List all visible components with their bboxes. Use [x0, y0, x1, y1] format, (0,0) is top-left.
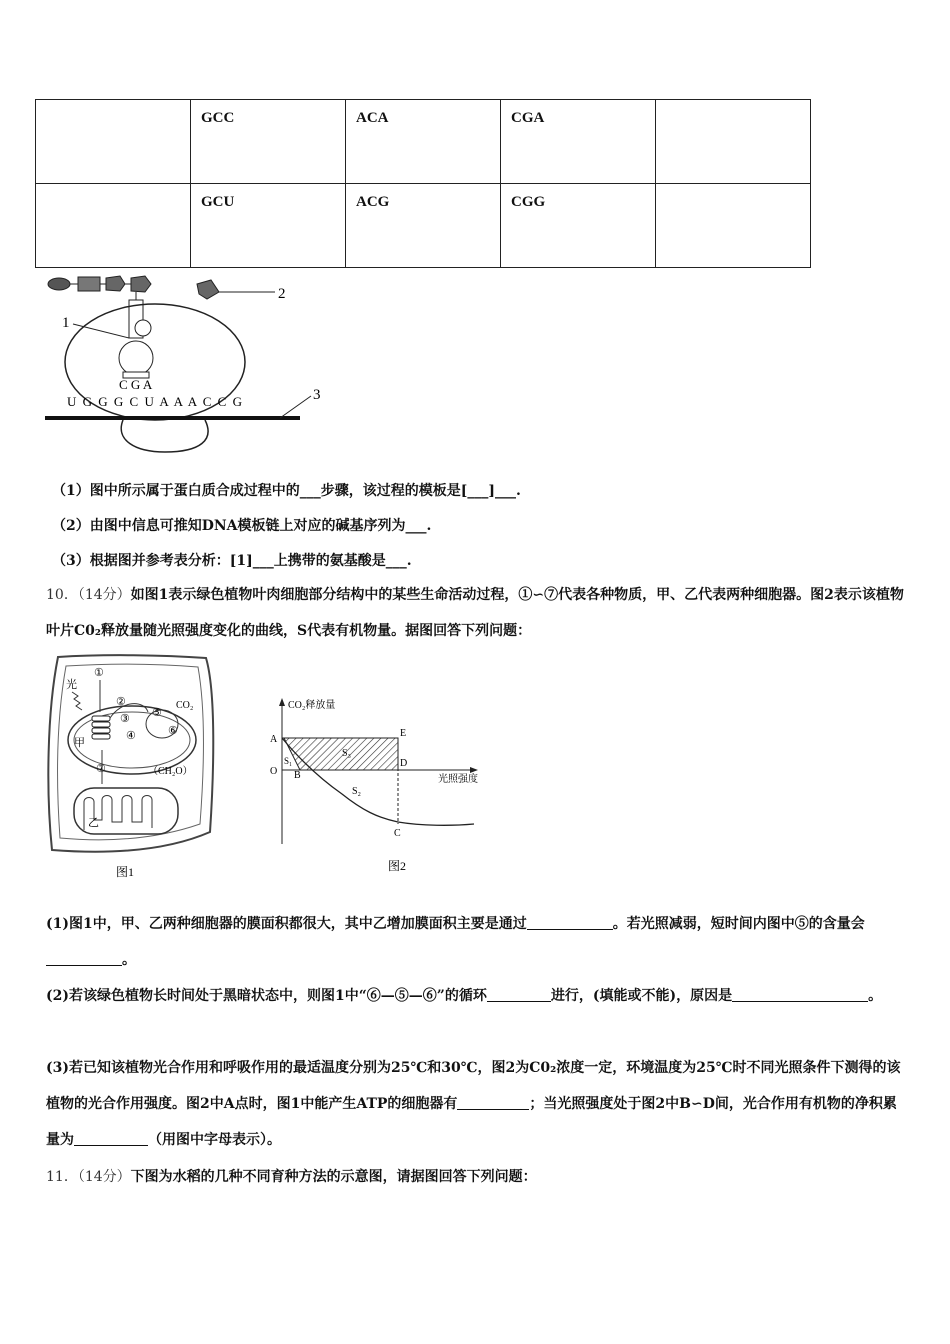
area-s3 [284, 738, 398, 770]
table-cell: CGA [501, 100, 656, 184]
figure-1-caption: 图1 [116, 865, 135, 879]
table-cell: CGG [501, 184, 656, 268]
answer-blank[interactable] [74, 1131, 148, 1146]
q9-part2: （2）由图中信息可推知DNA模板链上对应的碱基序列为___. [52, 518, 432, 534]
point-a: A [270, 734, 278, 745]
anticodon: C G A [119, 377, 153, 392]
amino-acid [48, 278, 70, 290]
ribosome-small-subunit [121, 420, 208, 452]
table-row [36, 184, 811, 268]
label-yi: 乙 [88, 817, 99, 829]
q10-part3-text: (3)若已知该植物光合作用和呼吸作用的最适温度分别为25℃和30℃，图2为C0₂浓度一定，环境温度为25℃时不同光照条件下测得的该植物的光合作用强度。图2中A点时，图1中能产生ATP的细胞器有 [46, 1060, 901, 1112]
q9-part1: （1）图中所示属于蛋白质合成过程中的___步骤，该过程的模板是[___]___. [52, 483, 521, 499]
answer-blank[interactable] [457, 1095, 529, 1110]
point-e: E [400, 728, 407, 739]
label-n3: ③ [120, 713, 130, 725]
amino-acid [78, 277, 100, 291]
label-light: 光 [66, 679, 77, 691]
question-number: 11． [46, 1169, 78, 1185]
x-axis-label: 光照强度 [438, 774, 478, 785]
figure-2-caption: 图2 [388, 859, 407, 873]
label-jia: 甲 [74, 737, 85, 749]
point-c: C [394, 828, 401, 839]
table-cell: GCU [191, 184, 346, 268]
table-row [36, 100, 811, 184]
answer-blank[interactable] [776, 987, 868, 1002]
q10-part1-text: (1)图1中，甲、乙两种细胞器的膜面积都很大，其中乙增加膜面积主要是通过 [46, 916, 527, 932]
table-cell: GCC [191, 100, 346, 184]
q10-part2-text: (2)若该绿色植物长时间处于黑暗状态中，则图1中“⑥—⑤—⑥”的循环 [46, 988, 487, 1004]
label-n2: ② [116, 696, 126, 708]
label-n7: ⑦ [96, 763, 106, 775]
label-n5: ⑤ [152, 707, 162, 719]
label-s1: S₁ [284, 756, 293, 766]
label-s3: S₃ [342, 748, 352, 759]
label-ch2o: （CH₂O） [148, 766, 193, 777]
label-co2: CO₂ [176, 700, 194, 711]
q10-part1-text: 。 [122, 952, 136, 968]
table-cell [656, 184, 811, 268]
q9-part3: （3）根据图并参考表分析：[1]___上携带的氨基酸是___. [52, 553, 412, 569]
question-score: （14分） [77, 587, 131, 603]
label-n1: ① [94, 667, 104, 679]
q10-intro-text: 如图1表示绿色植物叶肉细胞部分结构中的某些生命活动过程，①∽⑦代表各种物质，甲、乙代表两种细胞器。图2表示该植物叶片C0₂释放量随光照强度变化的曲线，S代表有机物量。据图回答下列问题： [46, 587, 904, 639]
q10-part3 [46, 1050, 908, 1158]
table-cell [36, 184, 191, 268]
table-cell: ACA [346, 100, 501, 184]
answer-blank[interactable] [527, 915, 613, 930]
y-axis-label: CO₂释放量 [288, 700, 336, 711]
q10-intro [46, 577, 908, 649]
table-cell [656, 100, 811, 184]
question-number: 10． [46, 587, 78, 603]
codon-table [35, 99, 811, 268]
translation-diagram [35, 272, 335, 462]
amino-acid [131, 276, 151, 292]
q10-part2-text: 进行，(填能或不能)，原因是 [550, 988, 733, 1004]
q10-part1 [46, 906, 908, 978]
label-n6: ⑥ [168, 725, 178, 737]
label-3: 3 [313, 387, 321, 403]
label-1: 1 [62, 315, 70, 331]
q10-part3-text: ；当光照强度处于图2中B∽D间，光合作用有机物的净积累量为 [46, 1096, 897, 1148]
mrna-sequence: U G G G C U A A A C C G [67, 394, 244, 409]
label-2: 2 [278, 286, 286, 302]
answer-blank[interactable] [46, 951, 122, 966]
answer-blank[interactable] [732, 987, 776, 1002]
amino-acid [197, 280, 219, 299]
q10-part2-text: 。 [868, 988, 883, 1004]
label-s2: S₂ [352, 786, 362, 797]
amino-acid [106, 276, 125, 291]
thylakoid-stack [92, 716, 110, 739]
q11-intro [46, 1159, 908, 1195]
q11-text: 下图为水稻的几种不同育种方法的示意图，请据图回答下列问题： [130, 1169, 537, 1185]
q10-part3-text: （用图中字母表示）。 [148, 1132, 281, 1148]
point-b: B [294, 770, 301, 781]
q10-part2 [46, 978, 908, 1014]
figure-2-co2-curve [262, 694, 492, 882]
q10-part1-text: 。若光照减弱，短时间内图中⑤的含量会 [612, 916, 865, 932]
question-score: （14分） [77, 1169, 131, 1185]
table-cell [36, 100, 191, 184]
answer-blank[interactable] [487, 987, 551, 1002]
point-o: O [270, 766, 278, 777]
table-cell: ACG [346, 184, 501, 268]
label-n4: ④ [126, 730, 136, 742]
figure-1-cell-diagram [44, 652, 219, 884]
point-d: D [400, 758, 408, 769]
